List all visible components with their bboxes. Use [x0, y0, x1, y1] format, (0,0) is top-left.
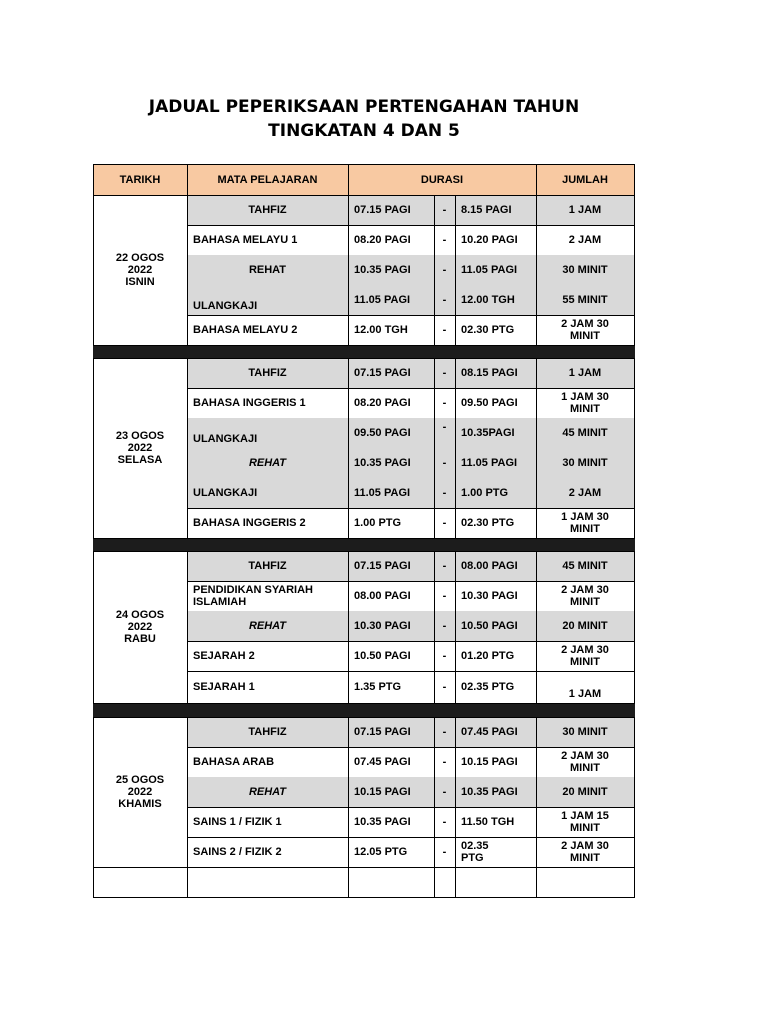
table-rule: [93, 897, 635, 898]
subject-cell: SAINS 2 / FIZIK 2: [193, 846, 282, 858]
table-rule: [93, 345, 635, 346]
subject-cell: REHAT: [248, 457, 287, 469]
end-time-cell: 11.05 PAGI: [461, 264, 518, 276]
start-time-cell: 08.20 PAGI: [354, 234, 411, 246]
table-rule: [187, 195, 188, 346]
table-rule: [187, 164, 188, 195]
subject-cell: SEJARAH 2: [193, 650, 255, 662]
start-time-cell: 1.35 PTG: [354, 681, 402, 693]
start-time-cell: 10.35 PAGI: [354, 264, 411, 276]
table-rule: [93, 867, 94, 898]
table-rule: [434, 867, 435, 898]
total-duration-cell: 2 JAM: [568, 487, 602, 499]
start-time-cell: 08.00 PAGI: [354, 590, 411, 602]
table-rule: [455, 717, 456, 868]
table-rule: [348, 551, 349, 704]
time-separator: -: [442, 421, 447, 433]
header-mata-pelajaran: MATA PELAJARAN: [217, 173, 318, 186]
total-duration-cell: 20 MINIT: [562, 786, 608, 798]
time-separator: -: [442, 846, 447, 858]
total-duration-cell: 1 JAM 30 MINIT: [561, 511, 609, 535]
time-separator: -: [442, 620, 447, 632]
header-jumlah: JUMLAH: [562, 173, 608, 186]
total-duration-cell: 45 MINIT: [562, 427, 608, 439]
table-rule: [93, 551, 94, 704]
total-duration-cell: 2 JAM 30 MINIT: [561, 584, 609, 608]
table-rule: [434, 551, 435, 704]
end-time-cell: 10.30 PAGI: [461, 590, 518, 602]
end-time-cell: 02.35 PTG: [461, 840, 489, 864]
start-time-cell: 08.20 PAGI: [354, 397, 411, 409]
time-separator: -: [442, 487, 447, 499]
end-time-cell: 10.35 PAGI: [461, 786, 518, 798]
table-rule: [93, 164, 635, 165]
time-separator: -: [442, 756, 447, 768]
document-subtitle: TINGKATAN 4 DAN 5: [268, 121, 460, 141]
total-duration-cell: 55 MINIT: [562, 294, 608, 306]
start-time-cell: 07.45 PAGI: [354, 756, 411, 768]
time-separator: -: [442, 816, 447, 828]
start-time-cell: 12.05 PTG: [354, 846, 408, 858]
table-rule: [348, 164, 349, 195]
table-rule: [348, 195, 349, 346]
subject-cell: PENDIDIKAN SYARIAH ISLAMIAH: [193, 584, 314, 608]
header-durasi: DURASI: [420, 173, 464, 186]
table-rule: [536, 164, 537, 195]
table-rule: [536, 717, 537, 868]
table-rule: [187, 717, 188, 868]
table-rule: [434, 195, 435, 346]
end-time-cell: 02.30 PTG: [461, 517, 515, 529]
subject-cell: ULANGKAJI: [193, 300, 258, 312]
table-rule: [455, 358, 456, 539]
subject-cell: ULANGKAJI: [193, 433, 258, 445]
date-cell: 25 OGOS 2022 KHAMIS: [115, 774, 165, 810]
end-time-cell: 08.00 PAGI: [461, 560, 518, 572]
table-rule: [536, 358, 537, 539]
table-rule: [634, 195, 635, 346]
total-duration-cell: 30 MINIT: [562, 264, 608, 276]
end-time-cell: 08.15 PAGI: [461, 367, 518, 379]
start-time-cell: 1.00 PTG: [354, 517, 402, 529]
time-separator: -: [442, 397, 447, 409]
day-separator-bar: [93, 345, 635, 358]
time-separator: -: [442, 726, 447, 738]
time-separator: -: [442, 204, 447, 216]
total-duration-cell: 1 JAM: [568, 204, 602, 216]
table-rule: [348, 867, 349, 898]
subject-cell: REHAT: [248, 620, 287, 632]
table-rule: [93, 717, 94, 868]
total-duration-cell: 30 MINIT: [562, 726, 608, 738]
total-duration-cell: 1 JAM 15 MINIT: [561, 810, 609, 834]
time-separator: -: [442, 517, 447, 529]
table-rule: [348, 358, 349, 539]
subject-cell: BAHASA INGGERIS 1: [193, 397, 306, 409]
end-time-cell: 12.00 TGH: [461, 294, 515, 306]
start-time-cell: 07.15 PAGI: [354, 560, 411, 572]
end-time-cell: 10.35PAGI: [461, 427, 515, 439]
end-time-cell: 09.50 PAGI: [461, 397, 518, 409]
start-time-cell: 10.15 PAGI: [354, 786, 411, 798]
time-separator: -: [442, 650, 447, 662]
subject-cell: BAHASA INGGERIS 2: [193, 517, 306, 529]
table-rule: [187, 551, 188, 704]
table-rule: [455, 551, 456, 704]
end-time-cell: 10.20 PAGI: [461, 234, 518, 246]
document-title: JADUAL PEPERIKSAAN PERTENGAHAN TAHUN: [148, 97, 580, 117]
subject-cell: TAHFIZ: [248, 204, 287, 216]
table-rule: [634, 717, 635, 868]
table-rule: [634, 551, 635, 704]
table-rule: [536, 867, 537, 898]
subject-cell: BAHASA MELAYU 2: [193, 324, 298, 336]
start-time-cell: 10.50 PAGI: [354, 650, 411, 662]
start-time-cell: 09.50 PAGI: [354, 427, 411, 439]
date-cell: 22 OGOS 2022 ISNIN: [115, 252, 165, 288]
table-rule: [187, 867, 188, 898]
start-time-cell: 11.05 PAGI: [354, 294, 411, 306]
subject-cell: SEJARAH 1: [193, 681, 255, 693]
total-duration-cell: 45 MINIT: [562, 560, 608, 572]
date-cell: 24 OGOS 2022 RABU: [115, 609, 165, 645]
end-time-cell: 1.00 PTG: [461, 487, 509, 499]
subject-cell: REHAT: [248, 786, 287, 798]
time-separator: -: [442, 324, 447, 336]
table-rule: [536, 195, 537, 346]
subject-cell: TAHFIZ: [248, 726, 287, 738]
table-rule: [187, 358, 188, 539]
table-rule: [93, 358, 94, 539]
subject-cell: REHAT: [248, 264, 287, 276]
table-rule: [93, 538, 635, 539]
end-time-cell: 10.15 PAGI: [461, 756, 518, 768]
table-rule: [634, 164, 635, 195]
time-separator: -: [442, 294, 447, 306]
time-separator: -: [442, 590, 447, 602]
end-time-cell: 10.50 PAGI: [461, 620, 518, 632]
subject-cell: SAINS 1 / FIZIK 1: [193, 816, 282, 828]
time-separator: -: [442, 681, 447, 693]
start-time-cell: 11.05 PAGI: [354, 487, 411, 499]
total-duration-cell: 2 JAM: [568, 234, 602, 246]
start-time-cell: 10.35 PAGI: [354, 457, 411, 469]
time-separator: -: [442, 264, 447, 276]
time-separator: -: [442, 786, 447, 798]
table-rule: [434, 358, 435, 539]
end-time-cell: 02.35 PTG: [461, 681, 515, 693]
total-duration-cell: 2 JAM 30 MINIT: [561, 644, 609, 668]
end-time-cell: 11.50 TGH: [461, 816, 515, 828]
end-time-cell: 07.45 PAGI: [461, 726, 518, 738]
subject-cell: BAHASA ARAB: [193, 756, 275, 768]
time-separator: -: [442, 367, 447, 379]
table-rule: [455, 867, 456, 898]
table-rule: [455, 195, 456, 346]
end-time-cell: 8.15 PAGI: [461, 204, 512, 216]
day-separator-bar: [93, 538, 635, 551]
table-rule: [93, 195, 94, 346]
subject-cell: ULANGKAJI: [193, 487, 258, 499]
subject-cell: TAHFIZ: [248, 367, 287, 379]
total-duration-cell: 2 JAM 30 MINIT: [561, 840, 609, 864]
total-duration-cell: 1 JAM: [568, 367, 602, 379]
total-duration-cell: 2 JAM 30 MINIT: [561, 750, 609, 774]
subject-cell: BAHASA MELAYU 1: [193, 234, 298, 246]
subject-cell: TAHFIZ: [248, 560, 287, 572]
day-separator-bar: [93, 703, 635, 717]
table-rule: [348, 717, 349, 868]
total-duration-cell: 20 MINIT: [562, 620, 608, 632]
table-rule: [93, 164, 94, 195]
table-rule: [634, 358, 635, 539]
total-duration-cell: 2 JAM 30 MINIT: [561, 318, 609, 342]
time-separator: -: [442, 457, 447, 469]
total-duration-cell: 30 MINIT: [562, 457, 608, 469]
time-separator: -: [442, 560, 447, 572]
end-time-cell: 11.05 PAGI: [461, 457, 518, 469]
start-time-cell: 07.15 PAGI: [354, 204, 411, 216]
start-time-cell: 12.00 TGH: [354, 324, 408, 336]
end-time-cell: 01.20 PTG: [461, 650, 515, 662]
total-duration-cell: 1 JAM 30 MINIT: [561, 391, 609, 415]
start-time-cell: 10.30 PAGI: [354, 620, 411, 632]
table-rule: [93, 867, 635, 868]
header-tarikh: TARIKH: [119, 173, 161, 186]
table-rule: [93, 703, 635, 704]
end-time-cell: 02.30 PTG: [461, 324, 515, 336]
start-time-cell: 10.35 PAGI: [354, 816, 411, 828]
table-rule: [536, 551, 537, 704]
time-separator: -: [442, 234, 447, 246]
date-cell: 23 OGOS 2022 SELASA: [115, 430, 165, 466]
start-time-cell: 07.15 PAGI: [354, 367, 411, 379]
total-duration-cell: 1 JAM: [568, 688, 602, 700]
table-rule: [434, 717, 435, 868]
table-rule: [634, 867, 635, 898]
start-time-cell: 07.15 PAGI: [354, 726, 411, 738]
